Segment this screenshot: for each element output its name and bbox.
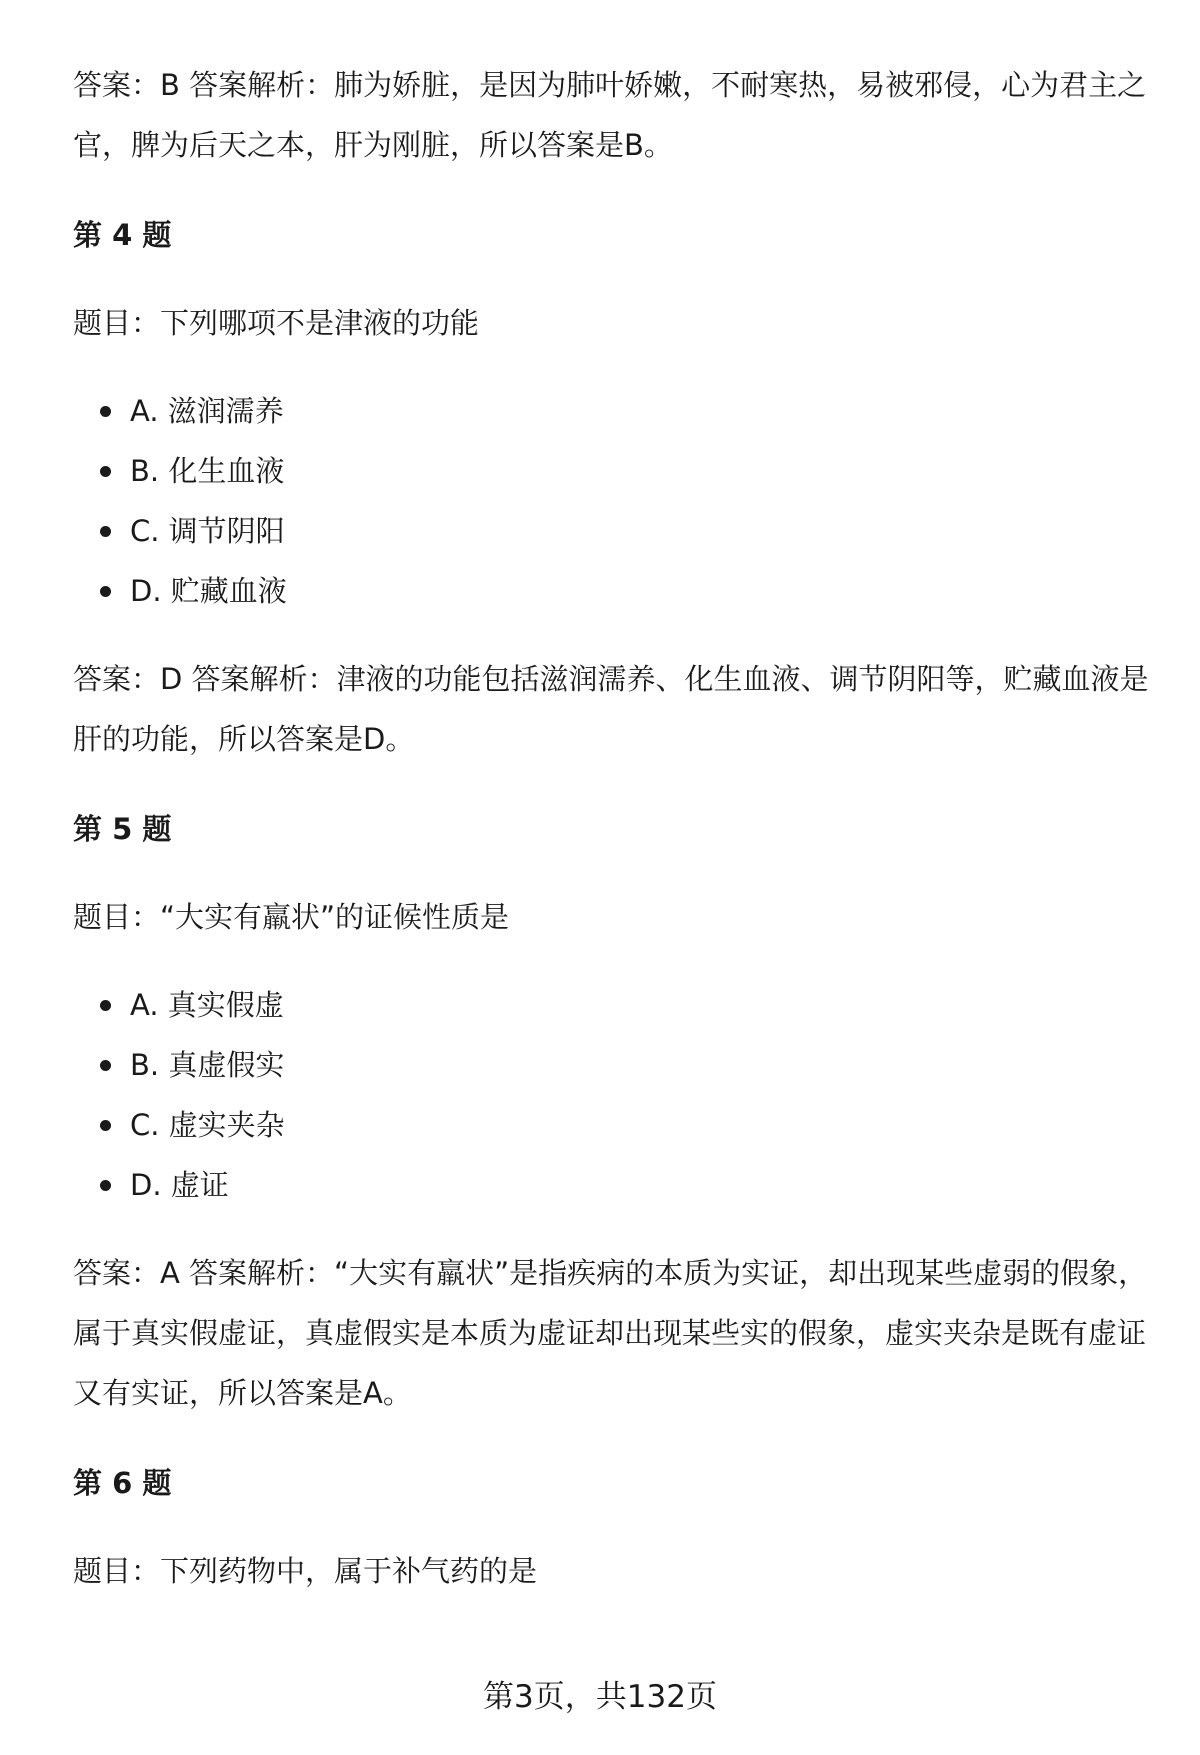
option-list-4 [73, 381, 1153, 621]
question-heading-4: 第 4 题 [73, 218, 172, 252]
option-label: A. 真实假虚 [130, 988, 284, 1022]
bullet-icon [100, 1060, 111, 1071]
option-label: C. 调节阴阳 [130, 514, 285, 548]
option-list-5 [73, 975, 1153, 1215]
question-text-5: 题目：“大实有羸状”的证候性质是 [73, 900, 510, 934]
question-text-4: 题目：下列哪项不是津液的功能 [73, 306, 480, 340]
option-label: B. 化生血液 [130, 454, 285, 488]
option-item [73, 441, 1153, 501]
option-label: D. 虚证 [130, 1168, 229, 1202]
question-block-4 [73, 205, 1153, 769]
option-item [73, 501, 1153, 561]
option-item [73, 975, 1153, 1035]
answer-explanation-4: 答案：D 答案解析：津液的功能包括滋润濡养、化生血液、调节阴阳等，贮藏血液是肝的功能，所以答案是D。 [73, 662, 1149, 756]
bullet-icon [100, 1000, 111, 1011]
option-item [73, 1035, 1153, 1095]
bullet-icon [100, 1180, 111, 1191]
answer-explanation-q3: 答案：B 答案解析：肺为娇脏，是因为肺叶娇嫩，不耐寒热，易被邪侵，心为君主之官，脾为后天之本，肝为刚脏，所以答案是B。 [73, 68, 1147, 162]
bullet-icon [100, 1120, 111, 1131]
question-text-6: 题目：下列药物中，属于补气药的是 [73, 1554, 538, 1588]
question-heading-5: 第 5 题 [73, 812, 172, 846]
option-label: D. 贮藏血液 [130, 574, 287, 608]
question-heading-6: 第 6 题 [73, 1466, 172, 1500]
option-item [73, 1155, 1153, 1215]
answer-explanation-5: 答案：A 答案解析：“大实有羸状”是指疾病的本质为实证，却出现某些虚弱的假象，属于真实假虚证，真虚假实是本质为虚证却出现某些实的假象，虚实夹杂是既有虚证又有实证，所以答案是A。 [73, 1256, 1148, 1410]
page-number-footer: 第3页，共132页 [483, 1679, 717, 1715]
option-label: B. 真虚假实 [130, 1048, 285, 1082]
question-block-6 [73, 1453, 1153, 1601]
bullet-icon [100, 526, 111, 537]
bullet-icon [100, 466, 111, 477]
document-page [73, 55, 1153, 1601]
option-label: C. 虚实夹杂 [130, 1108, 285, 1142]
option-item [73, 561, 1153, 621]
option-label: A. 滋润濡养 [130, 394, 284, 428]
bullet-icon [100, 406, 111, 417]
question-block-5 [73, 799, 1153, 1423]
option-item [73, 381, 1153, 441]
option-item [73, 1095, 1153, 1155]
bullet-icon [100, 586, 111, 597]
